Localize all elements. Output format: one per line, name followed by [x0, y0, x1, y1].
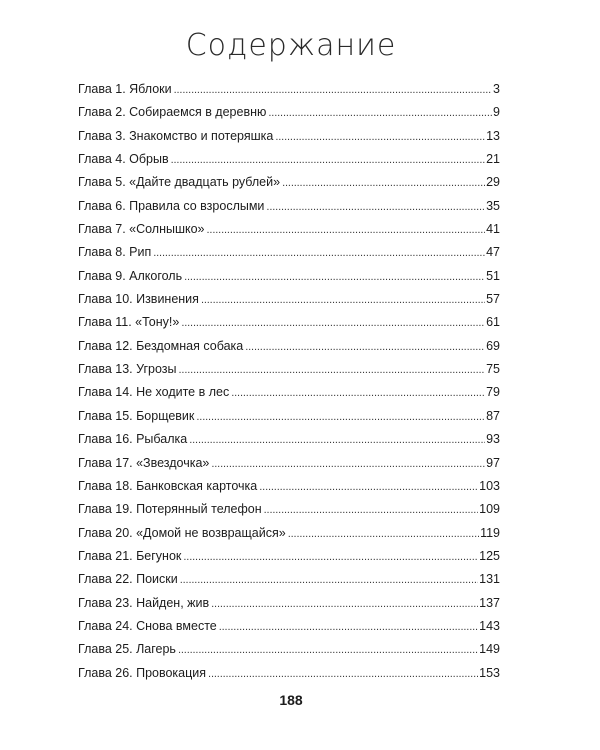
toc-entry [78, 498, 500, 521]
toc-entry-title: Глава 9. Алкоголь [78, 268, 183, 283]
toc-entry-page: 9 [493, 105, 500, 120]
toc-entry-page: 41 [486, 222, 500, 237]
toc-entry-page: 131 [479, 572, 500, 587]
toc-entry [78, 171, 500, 194]
toc-entry [78, 592, 500, 615]
toc-entry [78, 545, 500, 568]
dot-leader [180, 569, 478, 592]
toc-entry [78, 638, 500, 661]
dot-leader [264, 499, 479, 522]
toc-entry-title: Глава 4. Обрыв [78, 152, 169, 167]
dot-leader [178, 639, 478, 662]
toc-entry-title: Глава 15. Борщевик [78, 408, 195, 423]
toc-entry-title: Глава 25. Лагерь [78, 642, 176, 657]
toc-entry [78, 218, 500, 241]
dot-leader [211, 593, 478, 616]
toc-entry-page: 13 [486, 128, 500, 143]
toc-entry [78, 405, 500, 428]
dot-leader [183, 546, 478, 569]
toc-entry-page: 153 [479, 665, 500, 680]
toc-entry-title: Глава 20. «Домой не возвращайся» [78, 525, 286, 540]
toc-entry-page: 21 [486, 152, 500, 167]
dot-leader [259, 476, 478, 499]
dot-leader [245, 336, 485, 359]
toc-entry-page: 103 [479, 478, 500, 493]
toc-entry-title: Глава 13. Угрозы [78, 362, 177, 377]
toc-entry-page: 143 [479, 618, 500, 633]
toc-entry [78, 148, 500, 171]
toc-entry-title: Глава 7. «Солнышко» [78, 222, 205, 237]
toc-entry [78, 662, 500, 685]
toc-entry-title: Глава 5. «Дайте двадцать рублей» [78, 175, 281, 190]
table-of-contents [78, 78, 500, 685]
toc-entry [78, 125, 500, 148]
dot-leader [211, 453, 485, 476]
toc-entry [78, 335, 500, 358]
toc-entry-title: Глава 16. Рыбалка [78, 432, 188, 447]
dot-leader [174, 79, 492, 102]
toc-entry-title: Глава 10. Извинения [78, 292, 199, 307]
dot-leader [207, 219, 486, 242]
toc-entry [78, 195, 500, 218]
toc-entry-page: 3 [493, 82, 500, 96]
toc-entry-page: 125 [479, 548, 500, 563]
dot-leader [266, 196, 485, 219]
toc-entry-title: Глава 11. «Тону!» [78, 315, 180, 330]
toc-entry-page: 35 [486, 198, 500, 213]
toc-entry-page: 75 [486, 362, 500, 377]
toc-entry-page: 47 [486, 245, 500, 260]
toc-entry-title: Глава 18. Банковская карточка [78, 478, 258, 493]
toc-entry-page: 57 [486, 292, 500, 307]
toc-entry-title: Глава 23. Найден, жив [78, 595, 210, 610]
dot-leader [179, 359, 486, 382]
dot-leader [184, 266, 485, 289]
toc-entry-title: Глава 2. Собираемся в деревню [78, 105, 267, 120]
toc-entry [78, 452, 500, 475]
toc-entry [78, 288, 500, 311]
toc-entry-title: Глава 1. Яблоки [78, 82, 172, 96]
toc-entry [78, 522, 500, 545]
toc-entry [78, 101, 500, 124]
dot-leader [288, 523, 479, 546]
toc-entry-title: Глава 8. Рип [78, 245, 152, 260]
dot-leader [268, 102, 492, 125]
dot-leader [282, 172, 485, 195]
toc-entry [78, 428, 500, 451]
toc-entry-title: Глава 24. Снова вместе [78, 618, 217, 633]
toc-entry [78, 358, 500, 381]
dot-leader [275, 126, 485, 149]
toc-entry-title: Глава 26. Провокация [78, 665, 207, 680]
toc-entry-page: 119 [480, 525, 500, 540]
toc-entry [78, 241, 500, 264]
toc-entry-title: Глава 17. «Звездочка» [78, 455, 210, 470]
toc-entry-page: 79 [486, 385, 500, 400]
toc-entry-page: 69 [486, 338, 500, 353]
toc-entry-title: Глава 22. Поиски [78, 572, 178, 587]
toc-entry [78, 311, 500, 334]
toc-entry-title: Глава 12. Бездомная собака [78, 338, 244, 353]
dot-leader [201, 289, 485, 312]
toc-entry [78, 475, 500, 498]
dot-leader [208, 663, 478, 686]
dot-leader [181, 312, 485, 335]
toc-entry-page: 87 [486, 408, 500, 423]
toc-entry-page: 149 [479, 642, 500, 657]
toc-entry-title: Глава 6. Правила со взрослыми [78, 198, 265, 213]
toc-entry [78, 78, 500, 101]
dot-leader [219, 616, 478, 639]
page-title: Содержание [185, 28, 397, 63]
dot-leader [189, 429, 485, 452]
toc-entry-page: 137 [479, 595, 500, 610]
toc-entry-title: Глава 19. Потерянный телефон [78, 502, 262, 517]
toc-entry [78, 265, 500, 288]
toc-entry-title: Глава 14. Не ходите в лес [78, 385, 230, 400]
toc-entry [78, 615, 500, 638]
toc-entry [78, 381, 500, 404]
page-number: 188 [279, 692, 303, 708]
dot-leader [153, 242, 485, 265]
dot-leader [196, 406, 485, 429]
toc-entry-page: 109 [479, 502, 500, 517]
dot-leader [231, 382, 485, 405]
dot-leader [171, 149, 485, 172]
toc-entry-page: 97 [486, 455, 500, 470]
toc-entry-page: 51 [486, 268, 500, 283]
toc-entry-page: 61 [486, 315, 500, 330]
toc-entry [78, 568, 500, 591]
toc-entry-title: Глава 3. Знакомство и потеряшка [78, 128, 274, 143]
toc-entry-page: 29 [486, 175, 500, 190]
toc-entry-title: Глава 21. Бегунок [78, 548, 182, 563]
toc-entry-page: 93 [486, 432, 500, 447]
